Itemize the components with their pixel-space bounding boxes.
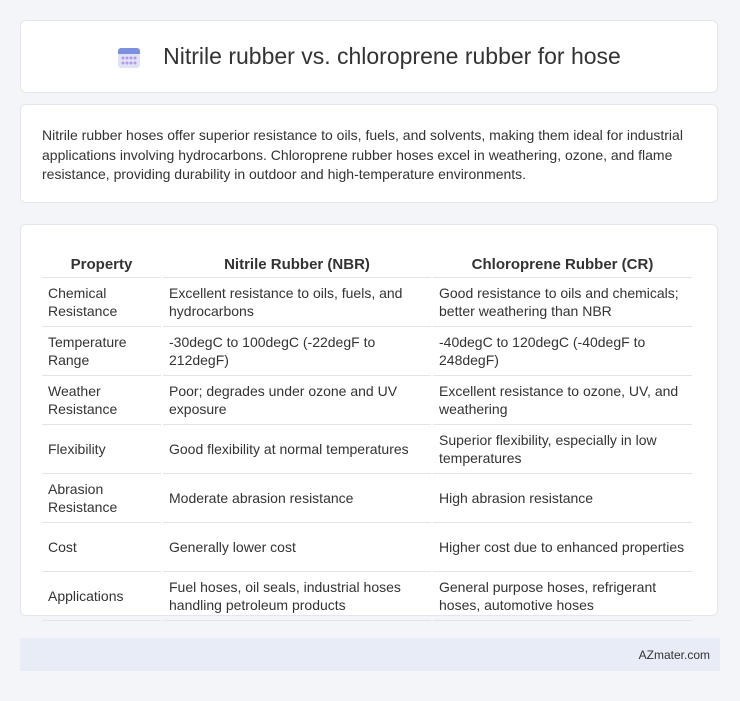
comparison-table: [40, 243, 694, 621]
comparison-card: [20, 224, 718, 616]
table-row: [42, 278, 692, 327]
table-row: [42, 327, 692, 376]
intro-paragraph: Nitrile rubber hoses offer superior resistance to oils, fuels, and solvents, making them ideal for industrial applications involving hydrocarbons. Chloroprene rubber hoses excel in weathering, ozone, and flame resistance, providing durability in outdoor and high-temperature environments.: [42, 127, 683, 182]
header-cr: Chloroprene Rubber (CR): [433, 243, 692, 278]
table-row: [42, 474, 692, 523]
table-row: [42, 425, 692, 474]
table-row: [42, 572, 692, 621]
cell-cr: Higher cost due to enhanced properties: [433, 523, 692, 572]
cell-property: Abrasion Resistance: [42, 474, 161, 523]
cell-cr: Superior flexibility, especially in low temperatures: [433, 425, 692, 474]
cell-nbr: Fuel hoses, oil seals, industrial hoses handling petroleum products: [163, 572, 431, 621]
table-header-row: [42, 243, 692, 278]
cell-cr: Excellent resistance to ozone, UV, and weathering: [433, 376, 692, 425]
cell-nbr: Poor; degrades under ozone and UV exposure: [163, 376, 431, 425]
cell-property: Flexibility: [42, 425, 161, 474]
cell-nbr: Excellent resistance to oils, fuels, and hydrocarbons: [163, 278, 431, 327]
table-row: [42, 523, 692, 572]
table-row: [42, 376, 692, 425]
footer-site-link[interactable]: AZmater.com: [638, 647, 710, 662]
cell-nbr: -30degC to 100degC (-22degF to 212degF): [163, 327, 431, 376]
cell-property: Weather Resistance: [42, 376, 161, 425]
cell-cr: Good resistance to oils and chemicals; better weathering than NBR: [433, 278, 692, 327]
cell-property: Temperature Range: [42, 327, 161, 376]
intro-card: [20, 104, 718, 203]
cell-cr: General purpose hoses, refrigerant hoses, automotive hoses: [433, 572, 692, 621]
cell-cr: High abrasion resistance: [433, 474, 692, 523]
footer-bar: [20, 638, 720, 671]
cell-property: Applications: [42, 572, 161, 621]
cell-cr: -40degC to 120degC (-40degF to 248degF): [433, 327, 692, 376]
title-card: [20, 20, 718, 93]
cell-property: Cost: [42, 523, 161, 572]
cell-nbr: Moderate abrasion resistance: [163, 474, 431, 523]
cell-nbr: Good flexibility at normal temperatures: [163, 425, 431, 474]
cell-property: Chemical Resistance: [42, 278, 161, 327]
header-nbr: Nitrile Rubber (NBR): [163, 243, 431, 278]
calendar-icon: [117, 45, 141, 69]
cell-nbr: Generally lower cost: [163, 523, 431, 572]
page-title: Nitrile rubber vs. chloroprene rubber for hose: [163, 43, 621, 69]
header-property: Property: [42, 243, 161, 278]
